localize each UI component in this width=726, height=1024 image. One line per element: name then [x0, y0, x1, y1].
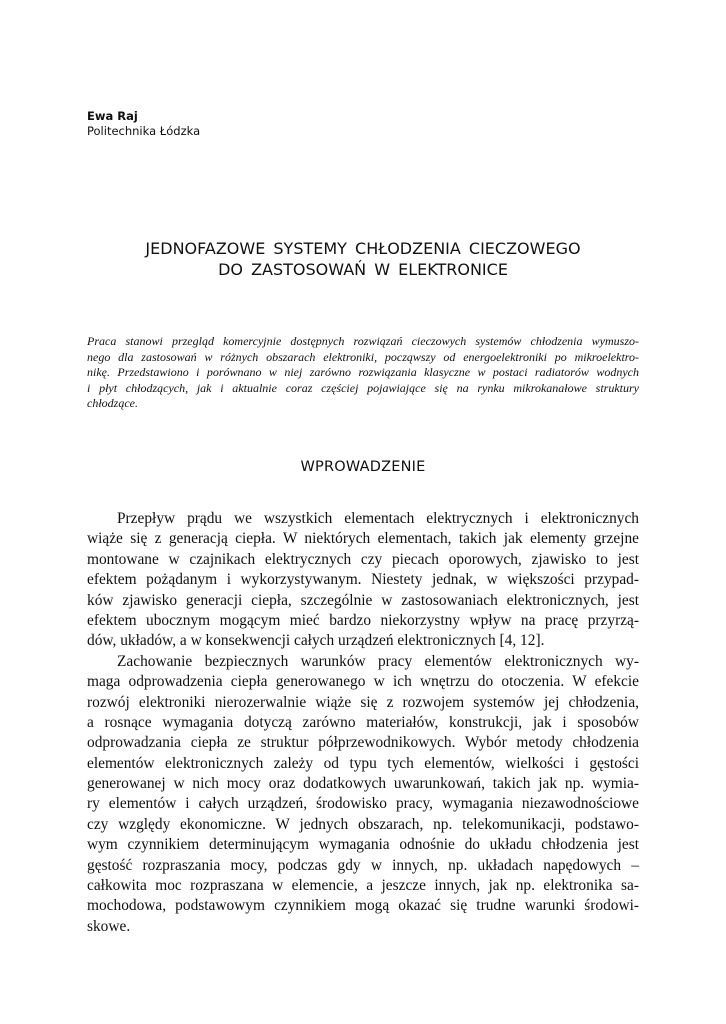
paragraph-2-line: Zachowanie bezpiecznych warunków pracy elementów elektronicznych wy-: [117, 652, 639, 670]
paragraph-1-line: dów, układów, a w konsekwencji całych urządzeń elektronicznych [4, 12].: [87, 632, 545, 650]
paper-title-line-1: JEDNOFAZOWE SYSTEMY CHŁODZENIA CIECZOWEGO: [145, 239, 581, 258]
abstract-line: chłodzące.: [87, 396, 138, 411]
paragraph-1-line: Przepływ prądu we wszystkich elementach elektrycznych i elektronicznych: [117, 510, 639, 527]
paragraph-2-line: a rosnące wymagania dotyczą zarówno materiałów, konstrukcji, jak i sposobów: [87, 713, 639, 731]
paragraph-2-line: całkowita moc rozpraszana w elemencie, a jeszcze innych, jak np. elektronika sa-: [87, 877, 639, 895]
section-heading: WPROWADZENIE: [300, 459, 426, 475]
paragraph-1-line: efektem ubocznym mogącym mieć bardzo niekorzystny wpływ na pracę przyrzą-: [87, 611, 639, 629]
paragraph-2-line: mochodowa, podstawowym czynnikiem mogą okazać się trudne warunki środowi-: [87, 897, 639, 915]
paragraph-2-line: czy względy ekonomiczne. W jednych obszarach, np. telekomunikacji, podstawo-: [87, 815, 639, 833]
author-block: [87, 109, 200, 139]
paper-title: [87, 238, 639, 280]
paragraph-2-line: elementów elektronicznych zależy od typu tych elementów, wielkości i gęstości: [87, 754, 639, 772]
paragraph-2-line: rozwój elektroniki nierozerwalnie wiąże się z rozwojem systemów jej chłodzenia,: [87, 693, 639, 711]
body-text: [87, 509, 639, 937]
paragraph-2-line: skowe.: [87, 917, 131, 935]
paragraph-1-line: wiąże się z generacją ciepła. W niektórych elementach, takich jak elementy grzejne: [87, 530, 639, 548]
paragraph-1-line: efektem pożądanym i wykorzystywanym. Niestety jednak, w większości przypad-: [87, 571, 639, 589]
paragraph-2-line: maga odprowadzenia ciepła generowanego w ich wnętrzu do otoczenia. W efekcie: [87, 673, 639, 691]
paragraph-1-line: montowane w czajnikach elektrycznych czy piecach oporowych, zjawisko to jest: [87, 550, 639, 568]
abstract-line: nikę. Przedstawiono i porównano w niej zarówno rozwiązania klasyczne w postaci radiatorów wodnych: [87, 365, 639, 380]
author-affiliation: Politechnika Łódzka: [87, 124, 201, 138]
paragraph-1-line: ków zjawisko generacji ciepła, szczególnie w zastosowaniach elektronicznych, jest: [87, 591, 639, 609]
paper-title-line-2: DO ZASTOSOWAŃ W ELEKTRONICE: [218, 260, 508, 279]
abstract-line: Praca stanowi przegląd komercyjnie dostępnych rozwiązań cieczowych systemów chłodzenia wymuszo-: [87, 334, 639, 348]
paragraph-2-line: ry elementów i całych urządzeń, środowisko pracy, wymagania niezawodnościowe: [87, 795, 639, 813]
abstract-line: i płyt chłodzących, jak i aktualnie coraz częściej pojawiające się na rynku mikrokanałowe struktury: [87, 380, 639, 395]
abstract-line: nego dla zastosowań w różnych obszarach elektroniki, począwszy od energoelektroniki po mikroelektro-: [87, 349, 639, 364]
paragraph-2-line: odprowadzania ciepła ze struktur półprzewodnikowych. Wybór metody chłodzenia: [87, 734, 639, 752]
paragraph-2-line: wym czynnikiem determinującym wymagania odnośnie do układu chłodzenia jest: [87, 836, 639, 854]
paragraph-2-line: generowanej w nich mocy oraz dodatkowych uwarunkowań, takich jak np. wymia-: [87, 775, 639, 793]
author-name: Ewa Raj: [87, 109, 138, 123]
abstract: [87, 334, 639, 412]
paragraph-2-line: gęstość rozpraszania mocy, podczas gdy w innych, np. układach napędowych –: [87, 856, 639, 874]
